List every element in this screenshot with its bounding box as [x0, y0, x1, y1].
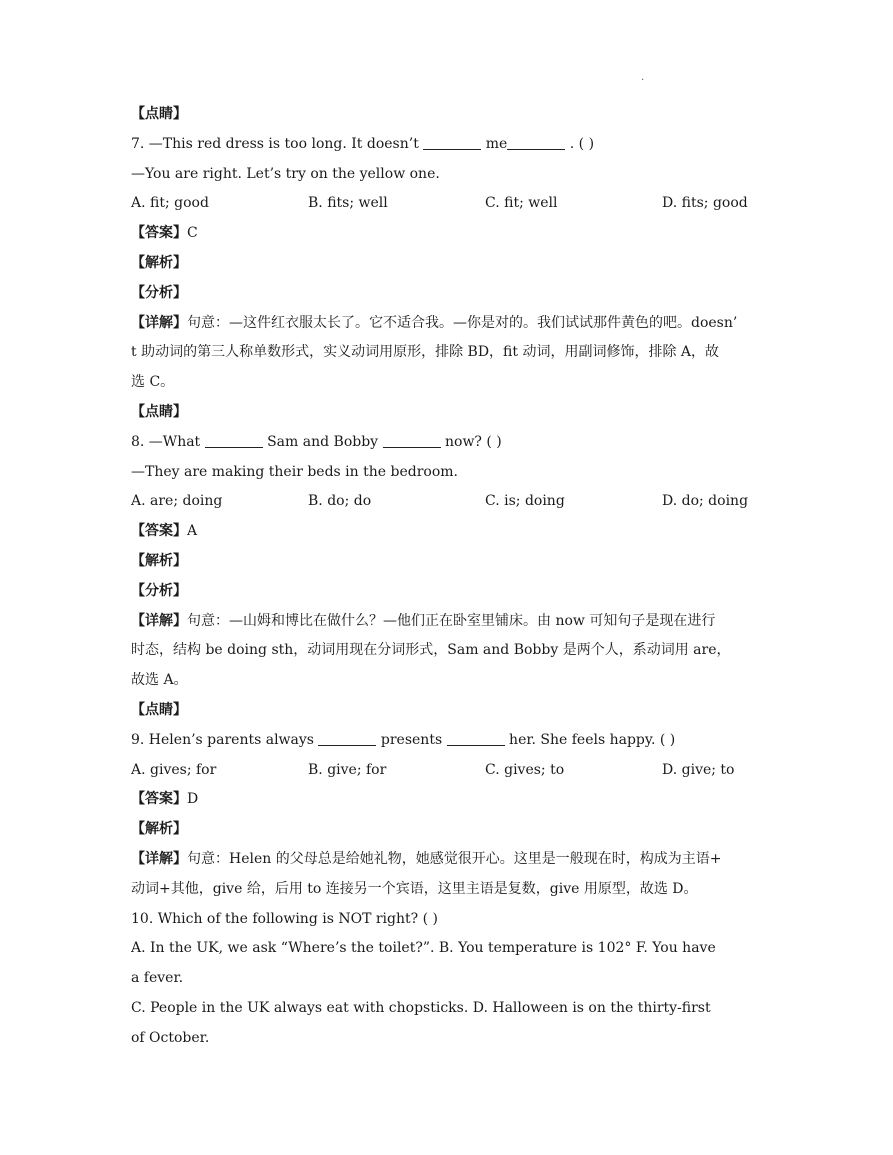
q9-stem-part2: presents	[380, 731, 443, 748]
jiexi-label: 【解析】	[131, 552, 187, 569]
blank	[507, 135, 565, 150]
q10-option-line: C. People in the UK always eat with chopsticks. D. Halloween is on the thirty-first	[131, 999, 711, 1016]
dianjing-label: 【点睛】	[131, 403, 187, 420]
q9-stem-part1: 9. Helen’s parents always	[131, 731, 314, 748]
option-a: A. are; doing	[131, 493, 223, 510]
fenxi-label: 【分析】	[131, 284, 187, 301]
q8-detail-line	[131, 607, 771, 637]
xiangjie-label: 【详解】	[131, 850, 187, 867]
detail-text: 句意：Helen 的父母总是给她礼物，她感觉很开心。这里是一般现在时，构成为主语+	[187, 850, 722, 867]
option-c: C. is; doing	[485, 493, 565, 510]
option-a: A. fit; good	[131, 195, 209, 212]
q8-stem	[131, 428, 771, 458]
q7-detail-line: 选 C。	[131, 374, 175, 391]
blank	[447, 731, 505, 746]
option-c: C. gives; to	[485, 761, 565, 778]
q9-options	[131, 756, 771, 786]
q8-detail-line: 故选 A。	[131, 672, 188, 689]
q8-dialogue-reply: —They are making their beds in the bedroom.	[131, 463, 458, 480]
blank	[318, 731, 376, 746]
answer-label: 【答案】	[131, 225, 187, 242]
q8-detail-line: 时态，结构 be doing sth，动词用现在分词形式，Sam and Bobby 是两个人，系动词用 are，	[131, 642, 731, 659]
q9-detail-line	[131, 845, 771, 875]
q8-stem-part2: Sam and Bobby	[267, 433, 379, 450]
q7-stem-part1: 7. —This red dress is too long. It doesn’t	[131, 135, 419, 152]
q10-option-line: A. In the UK, we ask “Where’s the toilet?”. B. You temperature is 102° F. You have	[131, 940, 716, 957]
answer-label: 【答案】	[131, 523, 187, 540]
q7-dialogue-reply: —You are right. Let’s try on the yellow one.	[131, 165, 440, 182]
q7-stem-part2: me	[485, 135, 508, 152]
blank	[383, 433, 441, 448]
q9-stem-part3: her. She feels happy. ( )	[509, 731, 676, 748]
q7-stem	[131, 130, 771, 160]
q10-option-line: a fever.	[131, 970, 184, 987]
answer-value: A	[187, 523, 198, 540]
answer-label: 【答案】	[131, 791, 187, 808]
option-d: D. fits; good	[662, 195, 748, 212]
q8-stem-part1: 8. —What	[131, 433, 201, 450]
q7-answer	[131, 219, 771, 249]
q7-options	[131, 189, 771, 219]
detail-text: 句意：—山姆和博比在做什么？—他们正在卧室里铺床。由 now 可知句子是现在进行	[187, 612, 716, 629]
option-d: D. do; doing	[662, 493, 749, 510]
xiangjie-label: 【详解】	[131, 612, 187, 629]
option-c: C. fit; well	[485, 195, 558, 212]
jiexi-label: 【解析】	[131, 821, 187, 838]
q8-options	[131, 487, 771, 517]
q9-detail-line: 动词+其他，give 给，后用 to 连接另一个宾语，这里主语是复数，give 用原型，故选 D。	[131, 880, 698, 897]
q9-answer	[131, 785, 771, 815]
q7-detail-line: t 助动词的第三人称单数形式，实义动词用原形，排除 BD，fit 动词，用副词修饰，排除 A，故	[131, 344, 720, 361]
option-b: B. give; for	[308, 761, 387, 778]
q7-stem-part3: . ( )	[569, 135, 595, 152]
q8-stem-part3: now? ( )	[445, 433, 502, 450]
blank	[205, 433, 263, 448]
option-a: A. gives; for	[131, 761, 217, 778]
blank	[423, 135, 481, 150]
q9-stem	[131, 726, 771, 756]
q10-stem: 10. Which of the following is NOT right? ( )	[131, 910, 438, 927]
jiexi-label: 【解析】	[131, 254, 187, 271]
q8-answer	[131, 517, 771, 547]
document-content	[131, 100, 771, 1054]
page-dot: .	[641, 72, 645, 83]
fenxi-label: 【分析】	[131, 582, 187, 599]
detail-text: 句意：—这件红衣服太长了。它不适合我。—你是对的。我们试试那件黄色的吧。doesn’	[187, 314, 738, 331]
option-b: B. do; do	[308, 493, 372, 510]
answer-value: C	[187, 225, 198, 242]
option-b: B. fits; well	[308, 195, 388, 212]
option-d: D. give; to	[662, 761, 735, 778]
answer-value: D	[187, 791, 199, 808]
q10-option-line: of October.	[131, 1029, 210, 1046]
dianjing-label: 【点睛】	[131, 106, 187, 122]
xiangjie-label: 【详解】	[131, 314, 187, 331]
q7-detail-line	[131, 309, 771, 339]
dianjing-label: 【点睛】	[131, 701, 187, 718]
